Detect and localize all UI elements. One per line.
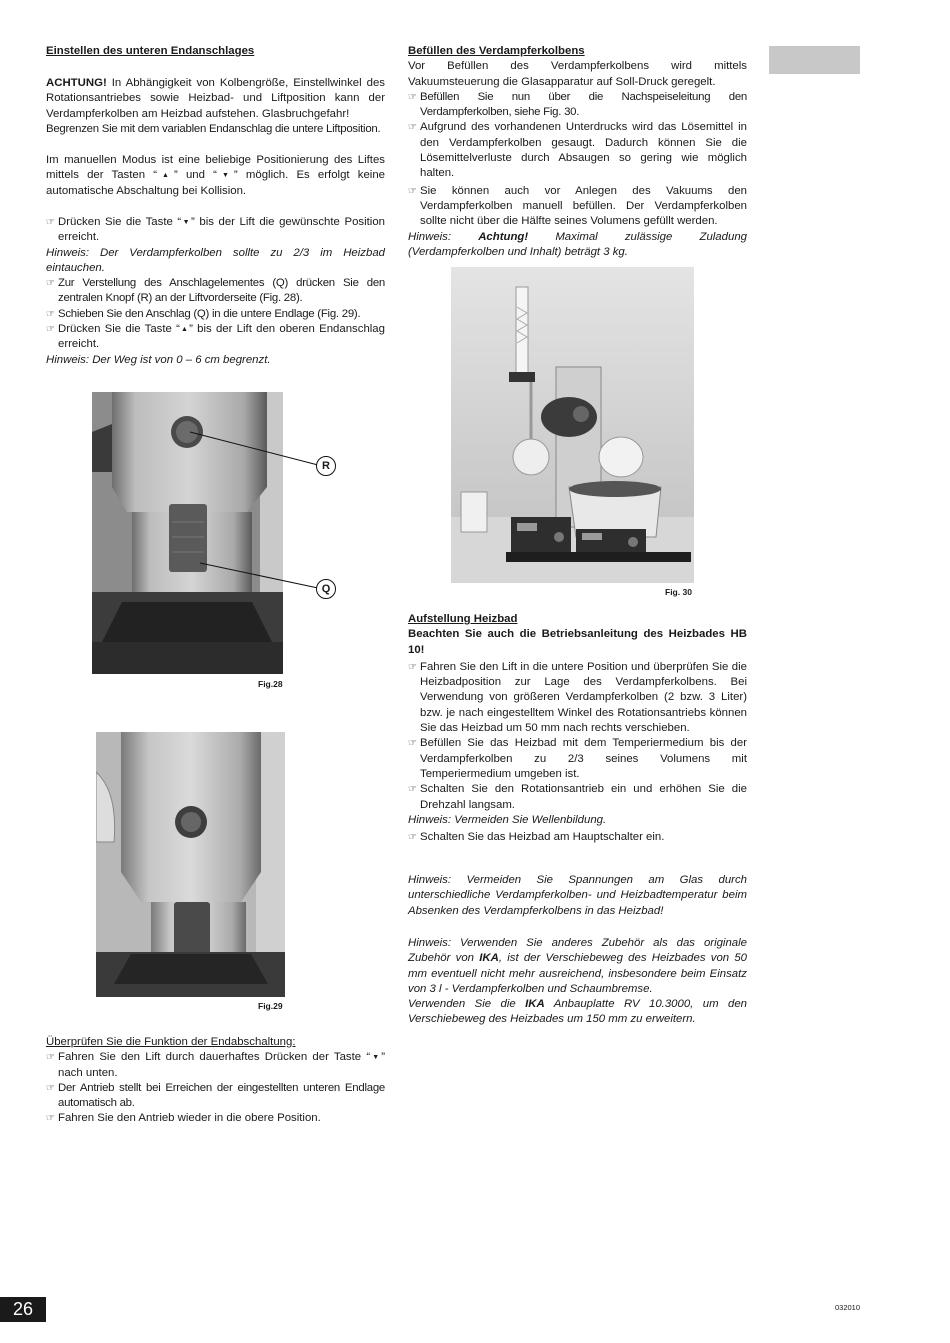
arrow-down-icon: ▼ [370,1054,382,1062]
callout-r: R [316,456,336,476]
lift-lowered-photo-illustration [96,732,285,997]
list-item: ☞ Fahren Sie den Lift in die untere Position und überprüfen Sie die Heizbadposition zur Lage des Verdampferkolbens. Bei Verwendung von größeren Verdampferkolben (2 bzw. 3 Liter) bzw. je nach eingestelltem Winkel des Rotationsantriebs können Sie das Heizbad um 50 mm nach rechts verschieben. [408,660,747,736]
lower-stop-heading: Einstellen des unteren Endanschlages [46,45,255,57]
list-item: ☞ Schieben Sie den Anschlag (Q) in die untere Endlage (Fig. 29). [46,307,385,322]
pointing-hand-icon: ☞ [408,661,417,673]
pointing-hand-icon: ☞ [408,832,417,844]
rotary-evaporator-photo-illustration [451,267,694,583]
pointing-hand-icon: ☞ [46,217,55,228]
list-item: ☞ Fahren Sie den Antrieb wieder in die obere Position. [46,1111,385,1126]
list-item: ☞ Befüllen Sie das Heizbad mit dem Temperiermedium bis der Verdampferkolben zu 2/3 seines Volumens mit Temperiermedium umgeben ist. [408,736,747,782]
callout-q: Q [316,579,336,599]
arrow-up-icon: ▲ [157,172,174,180]
list-item: ☞ Drücken Sie die Taste “▼” bis der Lift die gewünschte Position erreicht. [46,215,385,246]
pointing-hand-icon: ☞ [46,1113,55,1125]
filling-section: Befüllen des Verdampferkolbens Vor Befüllen des Verdampferkolbens wird mittels Vakuumsteuerung die Glasapparatur auf Soll-Druck geregelt. ☞ Befüllen Sie nun über die Nachspeiseleitung den Verdampferkolben, siehe Fig. 30. ☞ Aufgrund des vorhandenen Unterdrucks wird das Lösemittel in den Verdampferkolben gesaugt. Dadurch können Sie die Lösemittelverluste durch Absaugen so gering wie möglich halten. ☞ Sie können auch vor Anlegen des Vakuums den Verdampferkolben manuell befüllen. Der Verdampferkolben sollte nicht über die Hälfte seines Volumens gefüllt werden. Hinweis: Achtung! Maximal zulässige Zuladung (Verdampferkolben und Inhalt) beträgt 3 kg. [408,45,747,258]
lift-photo-illustration [92,392,283,674]
arrow-down-icon: ▼ [181,219,191,226]
document-code: 032010 [835,1303,861,1312]
list-item: ☞ Fahren Sie den Lift durch dauerhaftes Drücken der Taste “▼” nach unten. [46,1050,385,1081]
list-item: ☞ Sie können auch vor Anlegen des Vakuums den Verdampferkolben manuell befüllen. Der Verdampferkolben sollte nicht über die Hälfte seines Volumens gefüllt werden. [408,184,747,230]
figure-30-caption: Fig. 30 [665,587,692,597]
list-item: ☞ Schalten Sie das Heizbad am Hauptschalter ein. [408,830,747,845]
instruction-list [46,215,385,368]
list-item: ☞ Befüllen Sie nun über die Nachspeiseleitung den Verdampferkolben, siehe Fig. 30. [408,90,747,121]
list-item: ☞ Schalten Sie den Rotationsantrieb ein und erhöhen Sie die Drehzahl langsam. [408,782,747,813]
figure-30-photo [451,267,694,583]
pointing-hand-icon: ☞ [46,324,55,336]
list-item: ☞ Drücken Sie die Taste “▲” bis der Lift den oberen Endanschlag erreicht. [46,322,385,353]
pointing-hand-icon: ☞ [46,278,55,290]
pointing-hand-icon: ☞ [408,185,417,197]
warning-paragraph: ACHTUNG! In Abhängigkeit von Kolbengröße, Einstellwinkel des Rotationsantriebes sowie Heizbad- und Liftposition kann der Verdampferkolben am Heizbad aufstehen. Glasbruchgefahr! Begrenzen Sie mit dem variablen Endanschlag die untere Liftposition. [46,77,385,135]
figure-29-caption: Fig.29 [258,1001,283,1011]
pointing-hand-icon: ☞ [46,1052,55,1064]
hint-text: Hinweis: Der Weg ist von 0 – 6 cm begrenzt. [46,353,271,366]
heating-bath-section: Aufstellung Heizbad Beachten Sie auch die Betriebsanleitung des Heizbades HB 10! ☞ Fahren Sie den Lift in die untere Position und überprüfen Sie die Heizbadposition zur Lage des Verdampferkolbens. Bei Verwendung von größeren Verdampferkolben (2 bzw. 3 Liter) bzw. je nach eingestelltem Winkel des Rotationsantriebs können Sie das Heizbad um 50 mm nach rechts verschieben. ☞ Befüllen Sie das Heizbad mit dem Temperiermedium bis der Verdampferkolben zu 2/3 seines Volumens mit Temperiermedium umgeben ist. ☞ Schalten Sie den Rotationsantrieb ein und erhöhen Sie die Drehzahl langsam. Hinweis: Vermeiden Sie Wellenbildung. ☞ Schalten Sie das Heizbad am Hauptschalter ein. [408,612,747,845]
pointing-hand-icon: ☞ [408,738,417,750]
pointing-hand-icon: ☞ [408,91,417,103]
figure-28-caption: Fig.28 [258,679,283,689]
arrow-down-icon: ▼ [216,172,234,180]
manual-mode-paragraph: Im manuellen Modus ist eine beliebige Positionierung des Liftes mittels der Tasten “▲” und “▼” möglich. Es erfolgt keine automatische Abschaltung bei Kollision. [46,154,385,197]
end-stop-check: Überprüfen Sie die Funktion der Endabschaltung: ☞ Fahren Sie den Lift durch dauerhaftes Drücken der Taste “▼” nach unten. ☞ Der Antrieb stellt bei Erreichen der eingestellten unteren Endlage automatisch ab. ☞ Fahren Sie den Antrieb wieder in die obere Position. [46,1035,385,1127]
hint-glass-stress: Hinweis: Vermeiden Sie Spannungen am Glas durch unterschiedliche Verdampferkolben- und Heizbadtemperatur beim Absenken des Verdampferkolbens in das Heizbad! [408,874,747,917]
arrow-up-icon: ▲ [179,326,190,334]
page-number: 26 [0,1297,46,1322]
section-tab [769,46,860,74]
hint-text: Hinweis: Der Verdampferkolben sollte zu 2/3 im Heizbad eintauchen. [46,246,385,274]
figure-29-photo [96,732,285,997]
list-item: ☞ Der Antrieb stellt bei Erreichen der eingestellten unteren Endlage automatisch ab. [46,1081,385,1112]
list-item: ☞ Zur Verstellung des Anschlagelementes (Q) drücken Sie den zentralen Knopf (R) an der Liftvorderseite (Fig. 28). [46,276,385,307]
warning-label: ACHTUNG! [46,77,107,89]
pointing-hand-icon: ☞ [408,784,417,796]
figure-28-photo [92,392,283,674]
pointing-hand-icon: ☞ [408,122,417,134]
hint-accessories: Hinweis: Verwenden Sie anderes Zubehör als das originale Zubehör von IKA, ist der Verschiebeweg des Heizbades von 50 mm eventuell nicht mehr ausreichend, insbesondere beim Einsatz von 3 l - Verdampferkolben und Schaumbremse. Verwenden Sie die IKA Anbauplatte RV 10.3000, um den Verschiebeweg des Heizbades um 150 mm zu erweitern. [408,937,748,1026]
pointing-hand-icon: ☞ [46,1082,55,1094]
pointing-hand-icon: ☞ [46,308,55,320]
list-item: ☞ Aufgrund des vorhandenen Unterdrucks wird das Lösemittel in den Verdampferkolben gesaugt. Dadurch können Sie die Lösemittelverluste durch Absaugen so gering wie möglich halten. [408,120,747,181]
